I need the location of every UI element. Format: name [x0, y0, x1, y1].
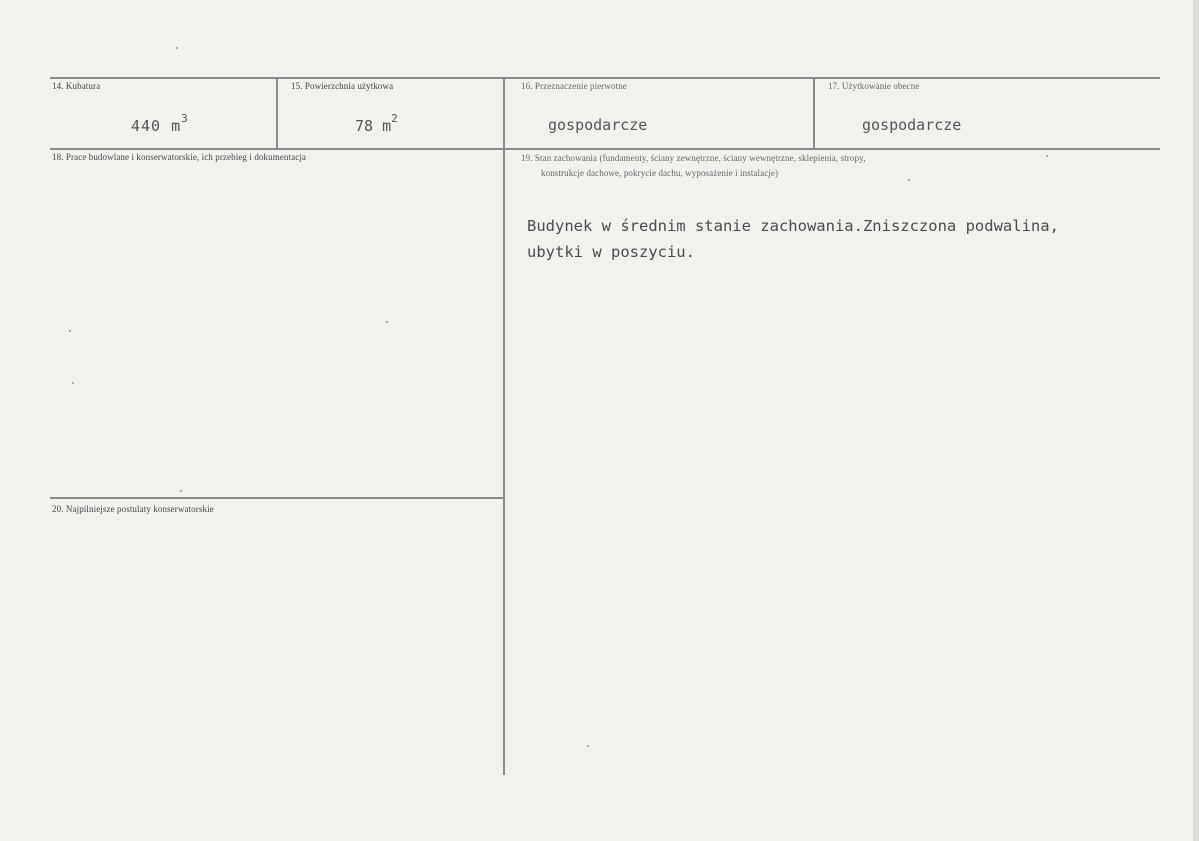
powierzchnia-exponent: 2	[391, 112, 398, 125]
powierzchnia-number: 78 m	[355, 117, 392, 135]
paper-speck	[69, 330, 71, 332]
paper-speck	[908, 179, 910, 181]
stan-label-line2: konstrukcje dachowe, pokrycie dachu, wyposażenie i instalacje)	[541, 168, 779, 178]
uzytkowanie-value: gospodarcze	[862, 116, 962, 134]
paper-speck	[72, 382, 74, 384]
card-edge	[1193, 0, 1199, 841]
prace-label: 18. Prace budowlane i konserwatorskie, ich przebieg i dokumentacja	[52, 152, 307, 162]
kubatura-value	[131, 112, 189, 135]
divider-main	[503, 77, 505, 775]
przeznaczenie-label: 16. Przeznaczenie pierwotne	[521, 81, 627, 91]
kubatura-exponent: 3	[181, 112, 189, 125]
powierzchnia-label: 15. Powierzchnia użytkowa	[291, 81, 394, 91]
stan-text-line1: Budynek w średnim stanie zachowania.Zniszczona podwalina,	[527, 217, 1059, 235]
paper-speck	[1046, 155, 1048, 157]
powierzchnia-value	[355, 112, 398, 135]
top-rule	[50, 77, 1160, 79]
row-rule	[50, 148, 1160, 150]
paper-speck	[386, 321, 388, 323]
paper-speck	[180, 490, 182, 492]
section-20-rule	[50, 497, 504, 499]
przeznaczenie-value: gospodarcze	[548, 116, 648, 134]
postulaty-label: 20. Najpilniejsze postulaty konserwatorskie	[52, 504, 214, 514]
stan-label-line1: 19. Stan zachowania (fundamenty, ściany zewnętrzne, ściany wewnętrzne, sklepienia, stropy,	[521, 153, 866, 163]
uzytkowanie-label: 17. Użytkowanie obecne	[828, 81, 920, 91]
paper-speck	[176, 47, 178, 49]
kubatura-label: 14. Kubatura	[52, 81, 101, 91]
divider-14-15	[276, 77, 278, 149]
stan-text-line2: ubytki w poszyciu.	[527, 243, 695, 261]
kubatura-number: 440 m	[131, 117, 182, 135]
divider-16-17	[813, 77, 815, 149]
paper-speck	[587, 745, 589, 747]
